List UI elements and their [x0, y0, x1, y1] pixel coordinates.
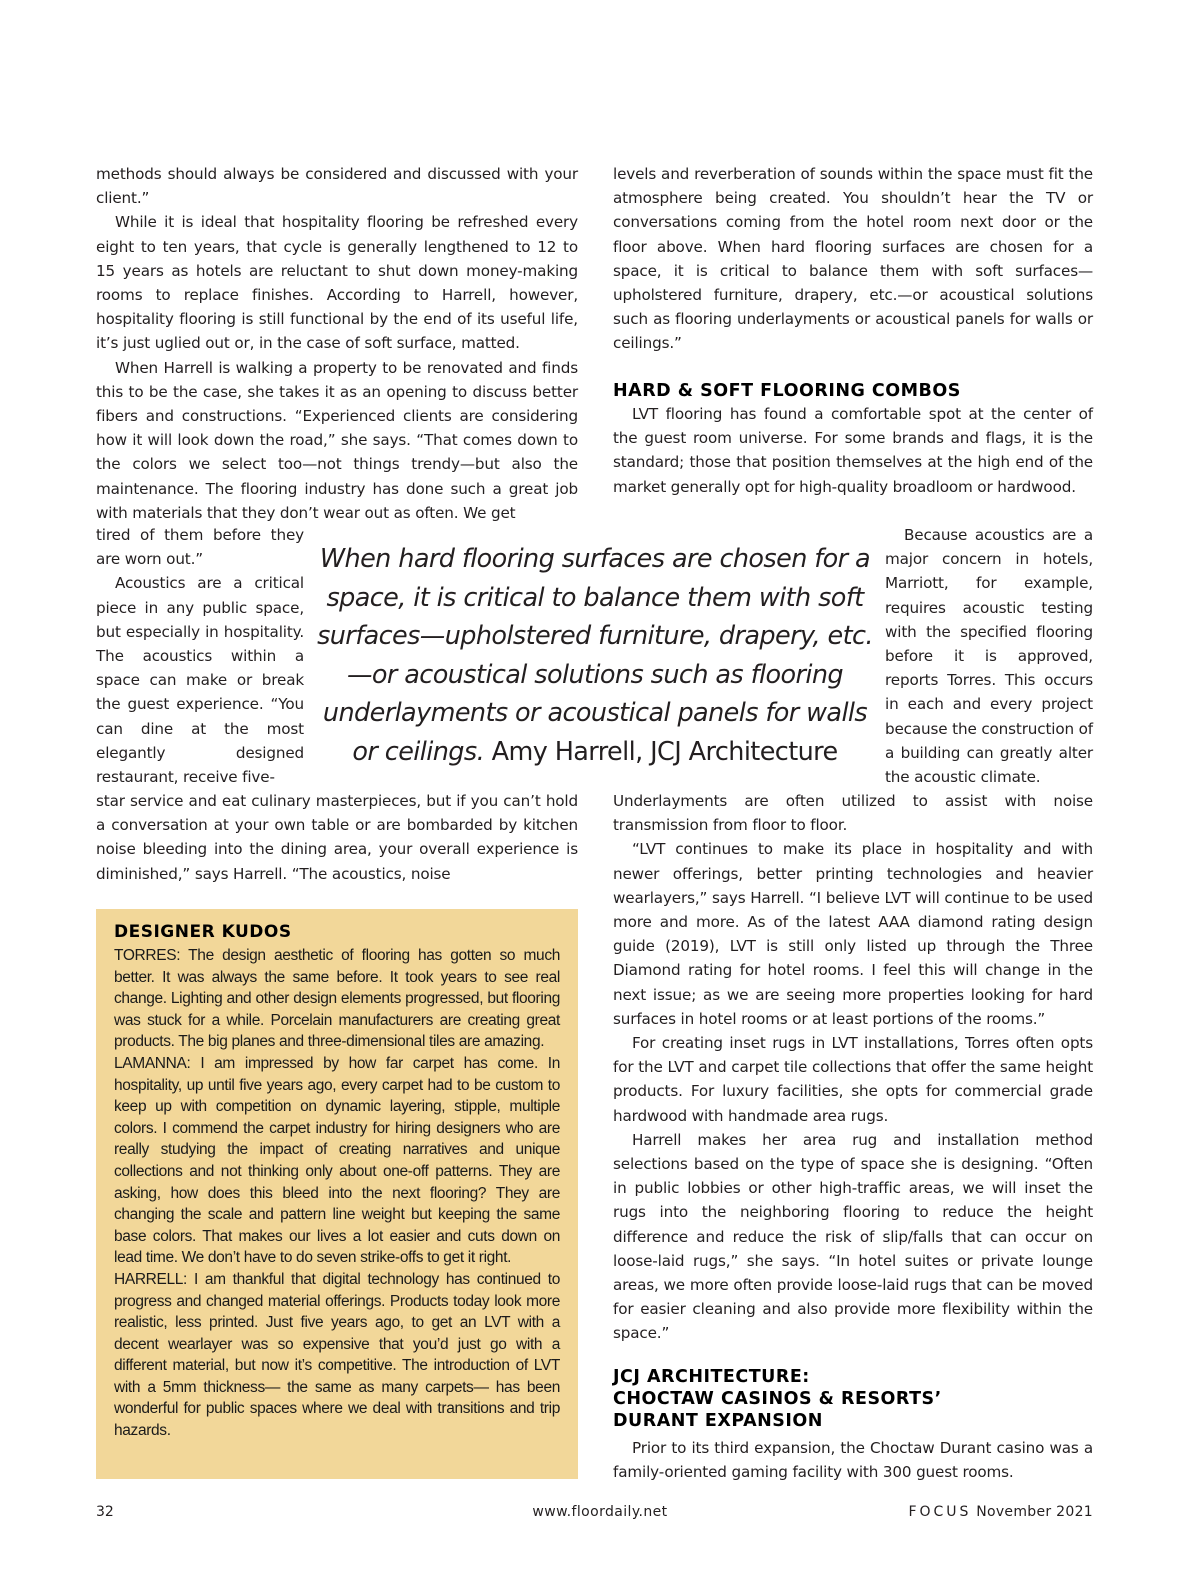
right-column-top	[613, 162, 1093, 356]
footer-url: www.floordaily.net	[532, 1504, 668, 1520]
left-column-wrap	[96, 523, 304, 789]
sidebar-paragraph: LAMANNA: I am impressed by how far carpet has come. In hospitality, up until five years ago, every carpet had to be custom to keep up with competition on dynamic layering, stipple, multiple colors. I commend the carpet industry for hiring designers who are really studying the impact of creating narratives and unique collections and not thinking only about one-off patterns. They are asking, how does this bleed into the next flooring? They are changing the scale and pattern line weight but keeping the same base colors. That makes our lives a lot easier and cuts down on lead time. We don’t have to do seven strike-offs to get it right.	[114, 1054, 560, 1267]
pull-quote-attribution: Amy Harrell, JCJ Architecture	[491, 736, 838, 767]
footer-issue	[908, 1504, 1093, 1520]
paragraph: levels and reverberation of sounds within the space must fit the atmosphere being created. You shouldn’t hear the TV or conversations coming from the hotel room next door or the floor above. When hard flooring surfaces are chosen for a space, it is critical to balance them with soft surfaces—upholstered furniture, drapery, etc.—or acoustical solutions such as flooring underlayments or acoustical panels for walls or ceilings.”	[613, 165, 1093, 353]
paragraph: tired of them before they are worn out.”	[96, 526, 304, 569]
sidebar-title: DESIGNER KUDOS	[114, 922, 292, 942]
paragraph: Underlayments are often utilized to assist with noise transmission from floor to floor.	[613, 792, 1093, 835]
left-column-bottom	[96, 789, 578, 886]
paragraph: For creating inset rugs in LVT installations, Torres often opts for the LVT and carpet tile collections that offer the same height products. For luxury facilities, she opts for commercial grade hardwood with handmade area rugs.	[613, 1034, 1093, 1125]
sidebar-body	[114, 945, 560, 1442]
paragraph: While it is ideal that hospitality flooring be refreshed every eight to ten years, that cycle is generally lengthened to 12 to 15 years as hotels are reluctant to shut down money-making rooms to replace finishes. According to Harrell, however, hospitality flooring is still functional by the end of its useful life, it’s just uglied out or, in the case of soft surface, matted.	[96, 213, 578, 353]
paragraph: LVT flooring has found a comfortable spot at the center of the guest room universe. For some brands and flags, it is the standard; those that position themselves at the high end of the market generally opt for high-quality broadloom or hardwood.	[613, 405, 1093, 496]
right-column-wrap	[885, 523, 1093, 789]
pull-quote-text: When hard flooring surfaces are chosen for a space, it is critical to balance them with soft surfaces—upholstered furniture, drapery, etc.—or acoustical solutions such as flooring underlayments or acoustical panels for walls or ceilings.	[317, 544, 873, 767]
heading-line: DURANT EXPANSION	[613, 1411, 823, 1431]
sidebar-paragraph: HARRELL: I am thankful that digital technology has continued to progress and changed material offerings. Products today look more realistic, less printed. Just five years ago, to get an LVT with a decent wearlayer was so expensive that you’d just go with a different material, but now it’s competitive. The introduction of LVT with a 5mm thickness— the same as many carpets— has been wonderful for public spaces where we deal with transitions and trip hazards.	[114, 1270, 560, 1440]
section-heading-jcj	[613, 1366, 1093, 1432]
hard-soft-section	[613, 402, 1093, 499]
section-heading-hard-soft: HARD & SOFT FLOORING COMBOS	[613, 381, 961, 401]
designer-kudos-sidebar	[96, 909, 578, 1479]
paragraph: Harrell makes her area rug and installation method selections based on the type of space she is designing. “Often in public lobbies or other high-traffic areas, we will inset the rugs into the neighboring flooring to reduce the height difference and reduce the risk of slip/falls that can occur on loose-laid rugs,” she says. “In hotel suites or private lounge areas, we more often provide loose-laid rugs that can be moved for easier cleaning and also provide more flexibility within the space.”	[613, 1130, 1093, 1343]
heading-line: JCJ ARCHITECTURE:	[613, 1367, 810, 1387]
right-column-bottom	[613, 789, 1093, 1346]
paragraph: When Harrell is walking a property to be renovated and finds this to be the case, she takes it as an opening to discuss better fibers and constructions. “Experienced clients are considering how it will look down the road,” she says. “That comes down to the colors we select too—not things trendy—but also the maintenance. The flooring industry has done such a great job with materials that they don’t wear out as often. We get	[96, 358, 578, 522]
paragraph: star service and eat culinary masterpieces, but if you can’t hold a conversation at your own table or are bombarded by kitchen noise bleeding into the dining area, your overall experience is diminished,” says Harrell. “The acoustics, noise	[96, 792, 578, 883]
left-column-top	[96, 162, 578, 525]
pull-quote	[310, 540, 880, 771]
issue-date: November 2021	[976, 1504, 1093, 1520]
sidebar-paragraph: TORRES: The design aesthetic of flooring has gotten so much better. It was always the same before. It took years to see real change. Lighting and other design elements progressed, but flooring was stuck for a while. Porcelain manufacturers are creating great products. The big planes and three-dimensional tiles are amazing.	[114, 947, 560, 1051]
paragraph: Prior to its third expansion, the Choctaw Durant casino was a family-oriented gaming facility with 300 guest rooms.	[613, 1439, 1093, 1482]
jcj-section	[613, 1436, 1093, 1484]
magazine-name: FOCUS	[908, 1504, 972, 1520]
heading-line: CHOCTAW CASINOS & RESORTS’	[613, 1389, 942, 1409]
paragraph: Because acoustics are a major concern in hotels, Marriott, for example, requires acoustic testing with the specified flooring before it is approved, reports Torres. This occurs in each and every project because the construction of a building can greatly alter the acoustic climate.	[885, 526, 1093, 787]
paragraph: Acoustics are a critical piece in any public space, but especially in hospitality. The acoustics within a space can make or break the guest experience. “You can dine at the most elegantly designed restaurant, receive five-	[96, 574, 304, 787]
page-number: 32	[96, 1504, 114, 1520]
paragraph: methods should always be considered and discussed with your client.”	[96, 165, 578, 208]
paragraph: “LVT continues to make its place in hospitality and with newer offerings, better printing technologies and heavier wearlayers,” says Harrell. “I believe LVT will continue to be used more and more. As of the latest AAA diamond rating design guide (2019), LVT is still only listed up through the Three Diamond rating for hotel rooms. I feel this will change in the next issue; as we are seeing more properties looking for hard surfaces in hotel rooms or at least portions of the rooms.”	[613, 840, 1093, 1028]
